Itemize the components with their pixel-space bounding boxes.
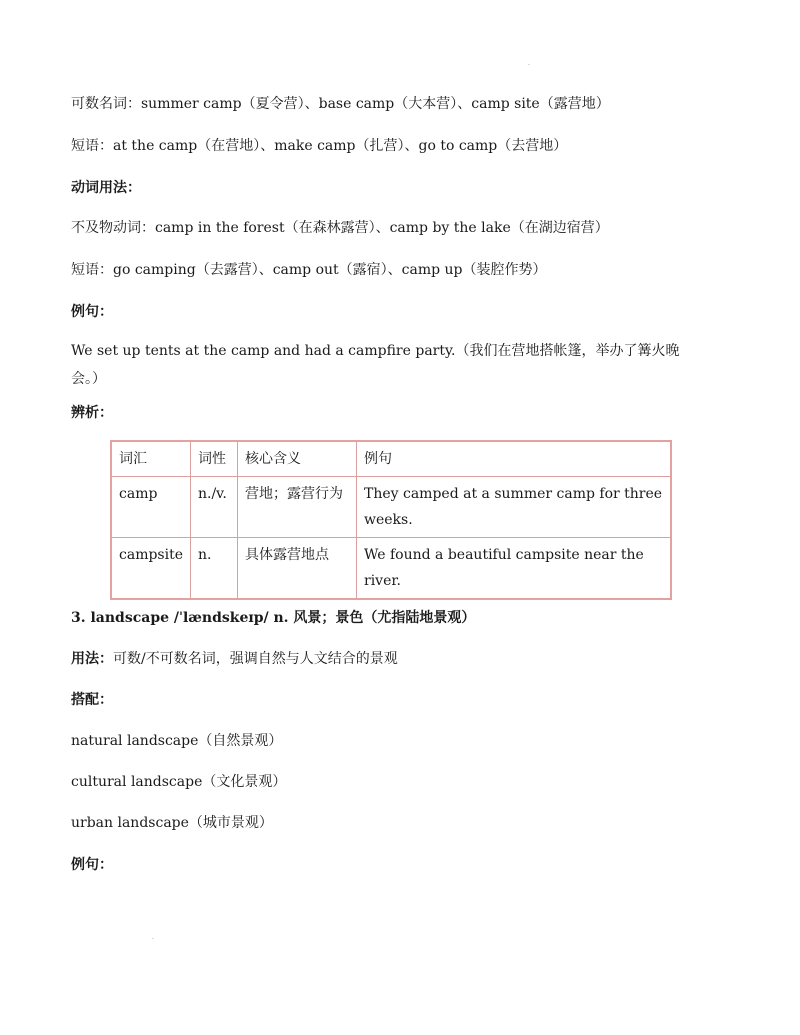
usage-label: 用法：	[71, 651, 113, 667]
table-header-cell: 例句	[357, 441, 672, 477]
example-heading-2: 例句：	[71, 857, 113, 873]
analysis-heading: 辨析：	[71, 405, 113, 421]
collocation-item: urban landscape（城市景观）	[71, 815, 273, 831]
noun-phrases-line: 短语：at the camp（在营地）、make camp（扎营）、go to camp（去营地）	[71, 138, 568, 154]
table-cell: 营地；露营行为	[238, 477, 357, 538]
intransitive-verb-line: 不及物动词：camp in the forest（在森林露营）、camp by the lake（在湖边宿营）	[71, 220, 609, 236]
table-cell: campsite	[111, 538, 191, 600]
verb-usage-heading: 动词用法：	[71, 180, 141, 196]
table-cell: n.	[191, 538, 238, 600]
collocation-item: natural landscape（自然景观）	[71, 733, 283, 749]
collocation-item: cultural landscape（文化景观）	[71, 774, 287, 790]
example-sentence-1: We set up tents at the camp and had a campfire party.（我们在营地搭帐篷，举办了篝火晚会。）	[71, 343, 680, 387]
page-mark-top: ·	[528, 62, 530, 69]
example-heading-1: 例句：	[71, 304, 113, 320]
table-header-cell: 词汇	[111, 441, 191, 477]
table-header-cell: 词性	[191, 441, 238, 477]
usage-line	[71, 649, 398, 669]
countable-nouns-line: 可数名词：summer camp（夏令营）、base camp（大本营）、camp site（露营地）	[71, 96, 610, 112]
table-header-cell: 核心含义	[238, 441, 357, 477]
collocation-heading: 搭配：	[71, 692, 113, 708]
page-mark-bottom: ·	[152, 936, 154, 943]
table-cell: They camped at a summer camp for three weeks.	[357, 477, 672, 538]
table-row	[111, 477, 671, 538]
comparison-table	[110, 440, 672, 600]
table-cell: n./v.	[191, 477, 238, 538]
table-cell: We found a beautiful campsite near the river.	[357, 538, 672, 600]
table-cell: 具体露营地点	[238, 538, 357, 600]
table-cell: camp	[111, 477, 191, 538]
verb-phrases-line: 短语：go camping（去露营）、camp out（露宿）、camp up（装腔作势）	[71, 262, 547, 278]
table-row	[111, 538, 671, 600]
table-header-row	[111, 441, 671, 477]
usage-text: 可数/不可数名词，强调自然与人文结合的景观	[113, 651, 398, 667]
section-3-title: 3. landscape /ˈlændskeɪp/ n. 风景；景色（尤指陆地景观）	[71, 610, 476, 626]
